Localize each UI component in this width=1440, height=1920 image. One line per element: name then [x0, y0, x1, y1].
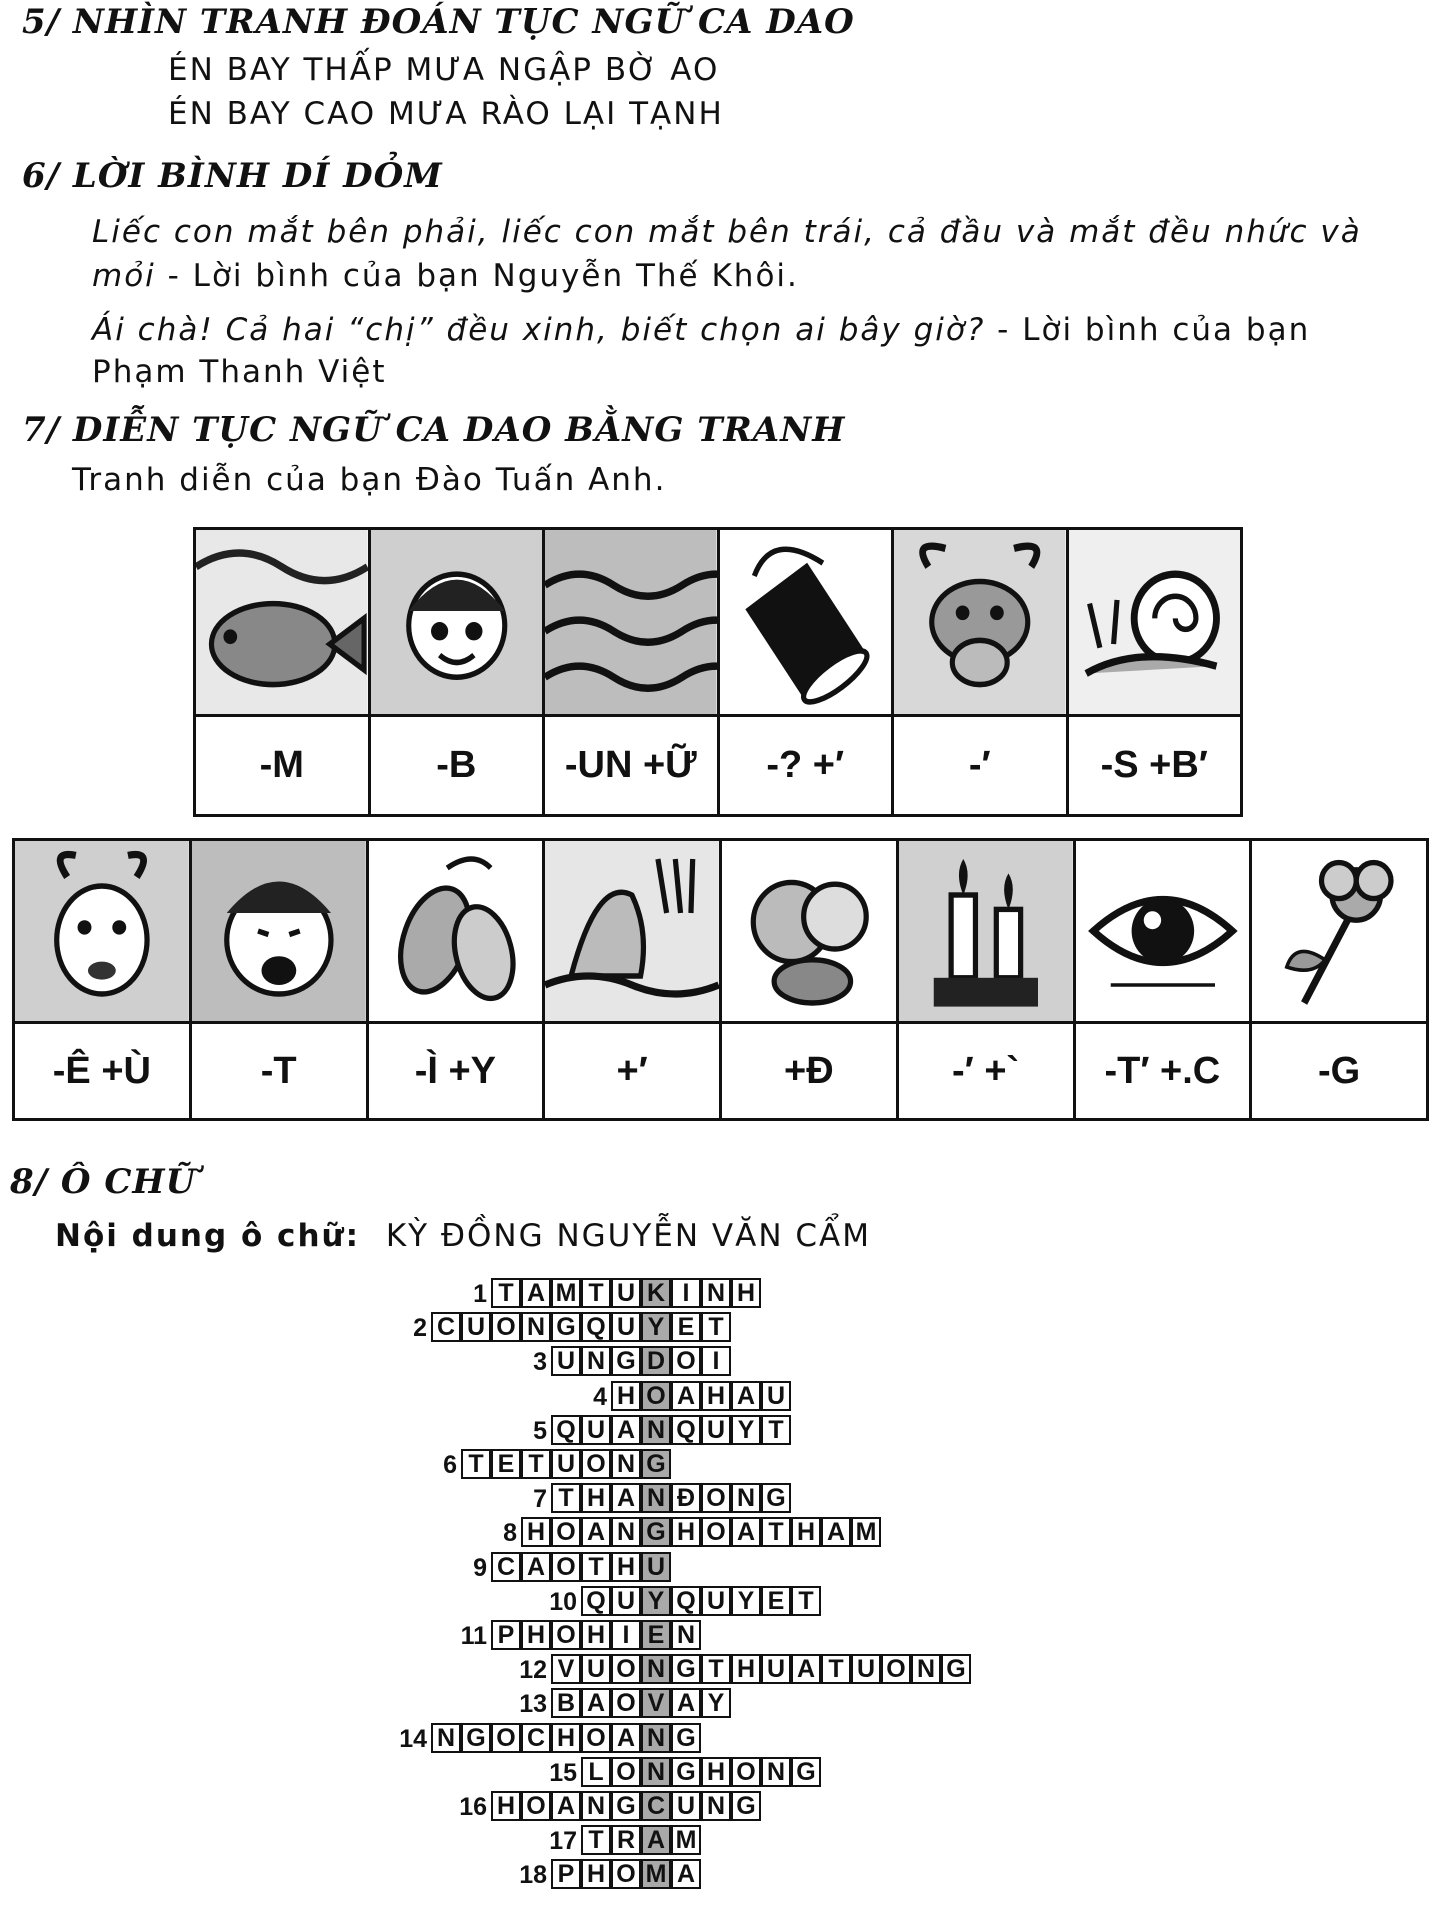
crossword-cell: V — [551, 1654, 581, 1684]
crossword-cell: O — [491, 1312, 521, 1342]
crossword-cell: Q — [581, 1586, 611, 1616]
crossword-cell: B — [551, 1688, 581, 1718]
crossword-cell: A — [521, 1552, 551, 1582]
crossword-key-cell: G — [641, 1517, 671, 1547]
crossword-cell: N — [701, 1791, 731, 1821]
crossword-cell: N — [611, 1517, 641, 1547]
comment-1-line-1 — [92, 214, 1362, 250]
rebus-cell — [1076, 841, 1253, 1118]
crossword-cell: O — [611, 1688, 641, 1718]
crossword-cell: T — [491, 1278, 521, 1308]
crossword-cell: N — [611, 1449, 641, 1479]
crossword-cell: O — [551, 1620, 581, 1650]
comment-2-line-2: Phạm Thanh Việt — [92, 354, 387, 390]
crossword-key-cell: A — [641, 1825, 671, 1855]
section-7-title: 7/ DIỄN TỤC NGỮ CA DAO BẰNG TRANH — [22, 410, 846, 450]
eye-icon — [1076, 841, 1250, 1024]
goat-icon — [15, 841, 189, 1024]
crossword-cell: O — [881, 1654, 911, 1684]
crossword-cell: N — [911, 1654, 941, 1684]
crossword-cell: O — [701, 1517, 731, 1547]
crossword-cell: Y — [701, 1688, 731, 1718]
crossword-cell: H — [491, 1791, 521, 1821]
crossword-row-number: 10 — [549, 1588, 577, 1616]
rebus-cell — [196, 530, 371, 814]
crossword-cell: T — [461, 1449, 491, 1479]
crossword-cell: N — [581, 1791, 611, 1821]
crossword-key-cell: U — [641, 1552, 671, 1582]
crossword-row-number: 1 — [473, 1280, 487, 1308]
comment-2-line-1 — [92, 312, 1310, 348]
crossword-cell: O — [581, 1723, 611, 1753]
crossword-cell: G — [761, 1483, 791, 1513]
crossword-cell: A — [581, 1688, 611, 1718]
crossword-cell: Y — [731, 1586, 761, 1616]
crossword-cell: T — [701, 1312, 731, 1342]
section-7-subtitle: Tranh diễn của bạn Đào Tuấn Anh. — [72, 462, 667, 498]
crossword-cell: A — [521, 1278, 551, 1308]
crossword-cell: T — [701, 1654, 731, 1684]
crossword-row-number: 12 — [519, 1656, 547, 1684]
comment-2-author-a: - Lời bình của bạn — [985, 312, 1311, 348]
crossword-cell: Q — [671, 1586, 701, 1616]
mango-icon — [369, 841, 543, 1024]
crossword-row-number: 15 — [549, 1759, 577, 1787]
crossword-cell: T — [761, 1415, 791, 1445]
crossword-key-cell: M — [641, 1859, 671, 1889]
rebus-cell — [15, 841, 192, 1118]
rebus-clue: +′ — [616, 1049, 648, 1092]
crossword-key-cell: D — [641, 1346, 671, 1376]
rebus-clue: -G — [1318, 1049, 1361, 1092]
crossword-cell: P — [551, 1859, 581, 1889]
crossword-cell: H — [701, 1381, 731, 1411]
rebus-clue: -B — [436, 744, 477, 786]
rebus-clue: -? +′ — [766, 744, 845, 786]
crossword-key-cell: C — [641, 1791, 671, 1821]
crossword-cell: U — [701, 1586, 731, 1616]
crossword-cell: H — [581, 1483, 611, 1513]
crossword-cell: N — [581, 1346, 611, 1376]
crossword-cell: U — [761, 1654, 791, 1684]
crossword-cell: R — [611, 1825, 641, 1855]
crossword-cell: I — [671, 1278, 701, 1308]
crossword-cell: N — [731, 1483, 761, 1513]
flower-icon — [1252, 841, 1426, 1024]
crossword-row-number: 4 — [593, 1383, 607, 1411]
section-5-title: 5/ NHÌN TRANH ĐOÁN TỤC NGỮ CA DAO — [22, 2, 855, 42]
crossword-cell: Đ — [671, 1483, 701, 1513]
crossword-row-number: 8 — [503, 1519, 517, 1547]
crossword-cell: I — [611, 1620, 641, 1650]
crossword-row-number: 9 — [473, 1554, 487, 1582]
crossword-cell: U — [551, 1346, 581, 1376]
crossword-cell: O — [611, 1757, 641, 1787]
crossword-cell: A — [821, 1517, 851, 1547]
crossword-cell: A — [671, 1688, 701, 1718]
crossword-cell: G — [941, 1654, 971, 1684]
crossword-cell: G — [461, 1723, 491, 1753]
crossword-cell: O — [611, 1654, 641, 1684]
thread-spool-icon — [720, 530, 892, 717]
crossword-cell: E — [491, 1449, 521, 1479]
crossword-cell: U — [761, 1381, 791, 1411]
crossword-cell: A — [611, 1723, 641, 1753]
rebus-clue: -T′ +.C — [1104, 1049, 1221, 1092]
snail-icon — [1069, 530, 1241, 717]
rebus-cell — [894, 530, 1069, 814]
crossword-cell: I — [701, 1346, 731, 1376]
boy-face-icon — [371, 530, 543, 717]
crossword-cell: A — [551, 1791, 581, 1821]
crossword-key-cell: O — [641, 1381, 671, 1411]
rebus-clue: -T — [260, 1049, 297, 1092]
section-8-title: 8/ Ô CHỮ — [10, 1162, 197, 1202]
crossword-cell: U — [551, 1449, 581, 1479]
rebus-clue: -S +B′ — [1100, 744, 1208, 786]
crossword-cell: U — [581, 1654, 611, 1684]
proverb-line-2: ÉN BAY CAO MƯA RÀO LẠI TẠNH — [168, 96, 724, 132]
crossword-cell: O — [581, 1449, 611, 1479]
crossword-cell: U — [581, 1415, 611, 1445]
crossword-row-number: 3 — [533, 1348, 547, 1376]
rebus-cell — [722, 841, 899, 1118]
crossword-row-number: 2 — [413, 1314, 427, 1342]
crossword-cell: N — [431, 1723, 461, 1753]
rebus-cell — [1069, 530, 1241, 814]
rebus-clue: -M — [259, 744, 304, 786]
crossword-cell: U — [461, 1312, 491, 1342]
comment-1-italic-a: Liếc con mắt bên phải, liếc con mắt bên trái, cả đầu và mắt đều nhức và — [92, 214, 1362, 250]
rebus-clue: -Ê +Ù — [52, 1049, 151, 1092]
crossword-cell: G — [671, 1757, 701, 1787]
rebus-cell — [1252, 841, 1426, 1118]
crossword-key-cell: N — [641, 1757, 671, 1787]
crossword-cell: G — [731, 1791, 761, 1821]
comment-1-italic-b: mỏi — [92, 258, 156, 294]
crossword-cell: H — [791, 1517, 821, 1547]
crossword-cell: E — [671, 1312, 701, 1342]
crossword-cell: A — [671, 1381, 701, 1411]
rebus-cell — [545, 841, 722, 1118]
crossword-cell: O — [671, 1346, 701, 1376]
rebus-row-2 — [12, 838, 1429, 1121]
comment-1-author: - Lời bình của bạn Nguyễn Thế Khôi. — [155, 258, 799, 294]
crossword-content: KỲ ĐỒNG NGUYỄN VĂN CẨM — [385, 1218, 871, 1254]
crossword-cell: T — [551, 1483, 581, 1513]
crossword-cell: N — [521, 1312, 551, 1342]
crossword-cell: G — [791, 1757, 821, 1787]
crossword-key-cell: Y — [641, 1312, 671, 1342]
crossword-cell: H — [731, 1654, 761, 1684]
rebus-cell — [899, 841, 1076, 1118]
crossword-cell: O — [521, 1791, 551, 1821]
crossword-cell: C — [521, 1723, 551, 1753]
crossword-row-number: 7 — [533, 1485, 547, 1513]
crossword-key-cell: V — [641, 1688, 671, 1718]
crossword-key-cell: K — [641, 1278, 671, 1308]
rebus-cell — [369, 841, 546, 1118]
fish-icon — [196, 530, 368, 717]
crossword-cell: H — [701, 1757, 731, 1787]
rebus-clue: -Ì +Y — [414, 1049, 497, 1092]
rebus-clue: -UN +Ữ — [564, 744, 697, 786]
crossword-row-number: 16 — [459, 1793, 487, 1821]
crossword-cell: G — [671, 1723, 701, 1753]
crossword-cell: T — [521, 1449, 551, 1479]
crossword-cell: H — [731, 1278, 761, 1308]
crossword-label-line — [55, 1218, 871, 1254]
crossword-cell: O — [731, 1757, 761, 1787]
crossword-cell: E — [761, 1586, 791, 1616]
crossword-cell: U — [701, 1415, 731, 1445]
crossword-cell: U — [671, 1791, 701, 1821]
rebus-clue: -′ — [968, 744, 991, 786]
section-6-title: 6/ LỜI BÌNH DÍ DỎM — [22, 156, 443, 196]
comment-1-line-2 — [92, 258, 799, 294]
crossword-cell: A — [611, 1415, 641, 1445]
crossword-cell: A — [671, 1859, 701, 1889]
crossword-cell: Q — [551, 1415, 581, 1445]
buffalo-icon — [894, 530, 1066, 717]
rebus-cell — [192, 841, 369, 1118]
crossword-row-number: 5 — [533, 1417, 547, 1445]
comment-2-italic: Ái chà! Cả hai “chị” đều xinh, biết chọn ai bây giờ? — [92, 312, 986, 348]
crossword-cell: N — [671, 1620, 701, 1650]
crossword-row-number: 13 — [519, 1690, 547, 1718]
crying-boy-icon — [192, 841, 366, 1024]
crossword-cell: N — [761, 1757, 791, 1787]
crossword-cell: T — [761, 1517, 791, 1547]
crossword-cell: G — [611, 1346, 641, 1376]
rebus-clue: +Đ — [784, 1049, 834, 1092]
crossword-cell: L — [581, 1757, 611, 1787]
crossword-cell: O — [551, 1552, 581, 1582]
crossword-cell: O — [701, 1483, 731, 1513]
crossword-cell: A — [731, 1517, 761, 1547]
crossword-cell: A — [731, 1381, 761, 1411]
rebus-row-1 — [193, 527, 1243, 817]
crossword-row-number: 14 — [399, 1725, 427, 1753]
crossword-cell: O — [611, 1859, 641, 1889]
rebus-cell — [720, 530, 895, 814]
crossword-cell: H — [611, 1381, 641, 1411]
crossword-cell: N — [701, 1278, 731, 1308]
crossword-cell: T — [581, 1278, 611, 1308]
crossword-cell: Y — [731, 1415, 761, 1445]
crossword-cell: O — [551, 1517, 581, 1547]
island-icon — [545, 841, 719, 1024]
crossword-cell: M — [551, 1278, 581, 1308]
crossword-key-cell: N — [641, 1415, 671, 1445]
crossword-cell: U — [851, 1654, 881, 1684]
crossword-cell: H — [581, 1859, 611, 1889]
crossword-cell: H — [521, 1620, 551, 1650]
crossword-row-number: 18 — [519, 1861, 547, 1889]
fruit-icon — [722, 841, 896, 1024]
crossword-cell: T — [581, 1825, 611, 1855]
crossword-cell: C — [431, 1312, 461, 1342]
crossword-row-number: 17 — [549, 1827, 577, 1855]
crossword-key-cell: E — [641, 1620, 671, 1650]
crossword-cell: T — [821, 1654, 851, 1684]
crossword-cell: U — [611, 1312, 641, 1342]
crossword-cell: H — [671, 1517, 701, 1547]
crossword-key-cell: N — [641, 1654, 671, 1684]
crossword-cell: U — [611, 1586, 641, 1616]
crossword-row-number: 6 — [443, 1451, 457, 1479]
crossword-row-number: 11 — [460, 1622, 487, 1650]
crossword-cell: A — [581, 1517, 611, 1547]
crossword-cell: G — [551, 1312, 581, 1342]
crossword-cell: G — [611, 1791, 641, 1821]
crossword-cell: O — [491, 1723, 521, 1753]
water-wave-icon — [545, 530, 717, 717]
crossword-cell: T — [581, 1552, 611, 1582]
crossword-cell: G — [671, 1654, 701, 1684]
crossword-cell: H — [611, 1552, 641, 1582]
crossword-cell: C — [491, 1552, 521, 1582]
proverb-line-1: ÉN BAY THẤP MƯA NGẬP BỜ AO — [168, 52, 720, 88]
crossword-cell: H — [581, 1620, 611, 1650]
candle-icon — [899, 841, 1073, 1024]
crossword-cell: A — [611, 1483, 641, 1513]
crossword-cell: A — [791, 1654, 821, 1684]
crossword-cell: M — [671, 1825, 701, 1855]
rebus-cell — [371, 530, 546, 814]
rebus-cell — [545, 530, 720, 814]
crossword-key-cell: G — [641, 1449, 671, 1479]
crossword-cell: H — [551, 1723, 581, 1753]
crossword-label: Nội dung ô chữ: — [55, 1218, 360, 1254]
crossword-key-cell: Y — [641, 1586, 671, 1616]
crossword-cell: U — [611, 1278, 641, 1308]
crossword-cell: P — [491, 1620, 521, 1650]
rebus-clue: -′ +` — [952, 1049, 1020, 1092]
crossword-cell: H — [521, 1517, 551, 1547]
crossword-key-cell: N — [641, 1483, 671, 1513]
crossword-cell: T — [791, 1586, 821, 1616]
crossword-cell: Q — [581, 1312, 611, 1342]
crossword-cell: Q — [671, 1415, 701, 1445]
crossword-cell: M — [851, 1517, 881, 1547]
crossword-key-cell: N — [641, 1723, 671, 1753]
